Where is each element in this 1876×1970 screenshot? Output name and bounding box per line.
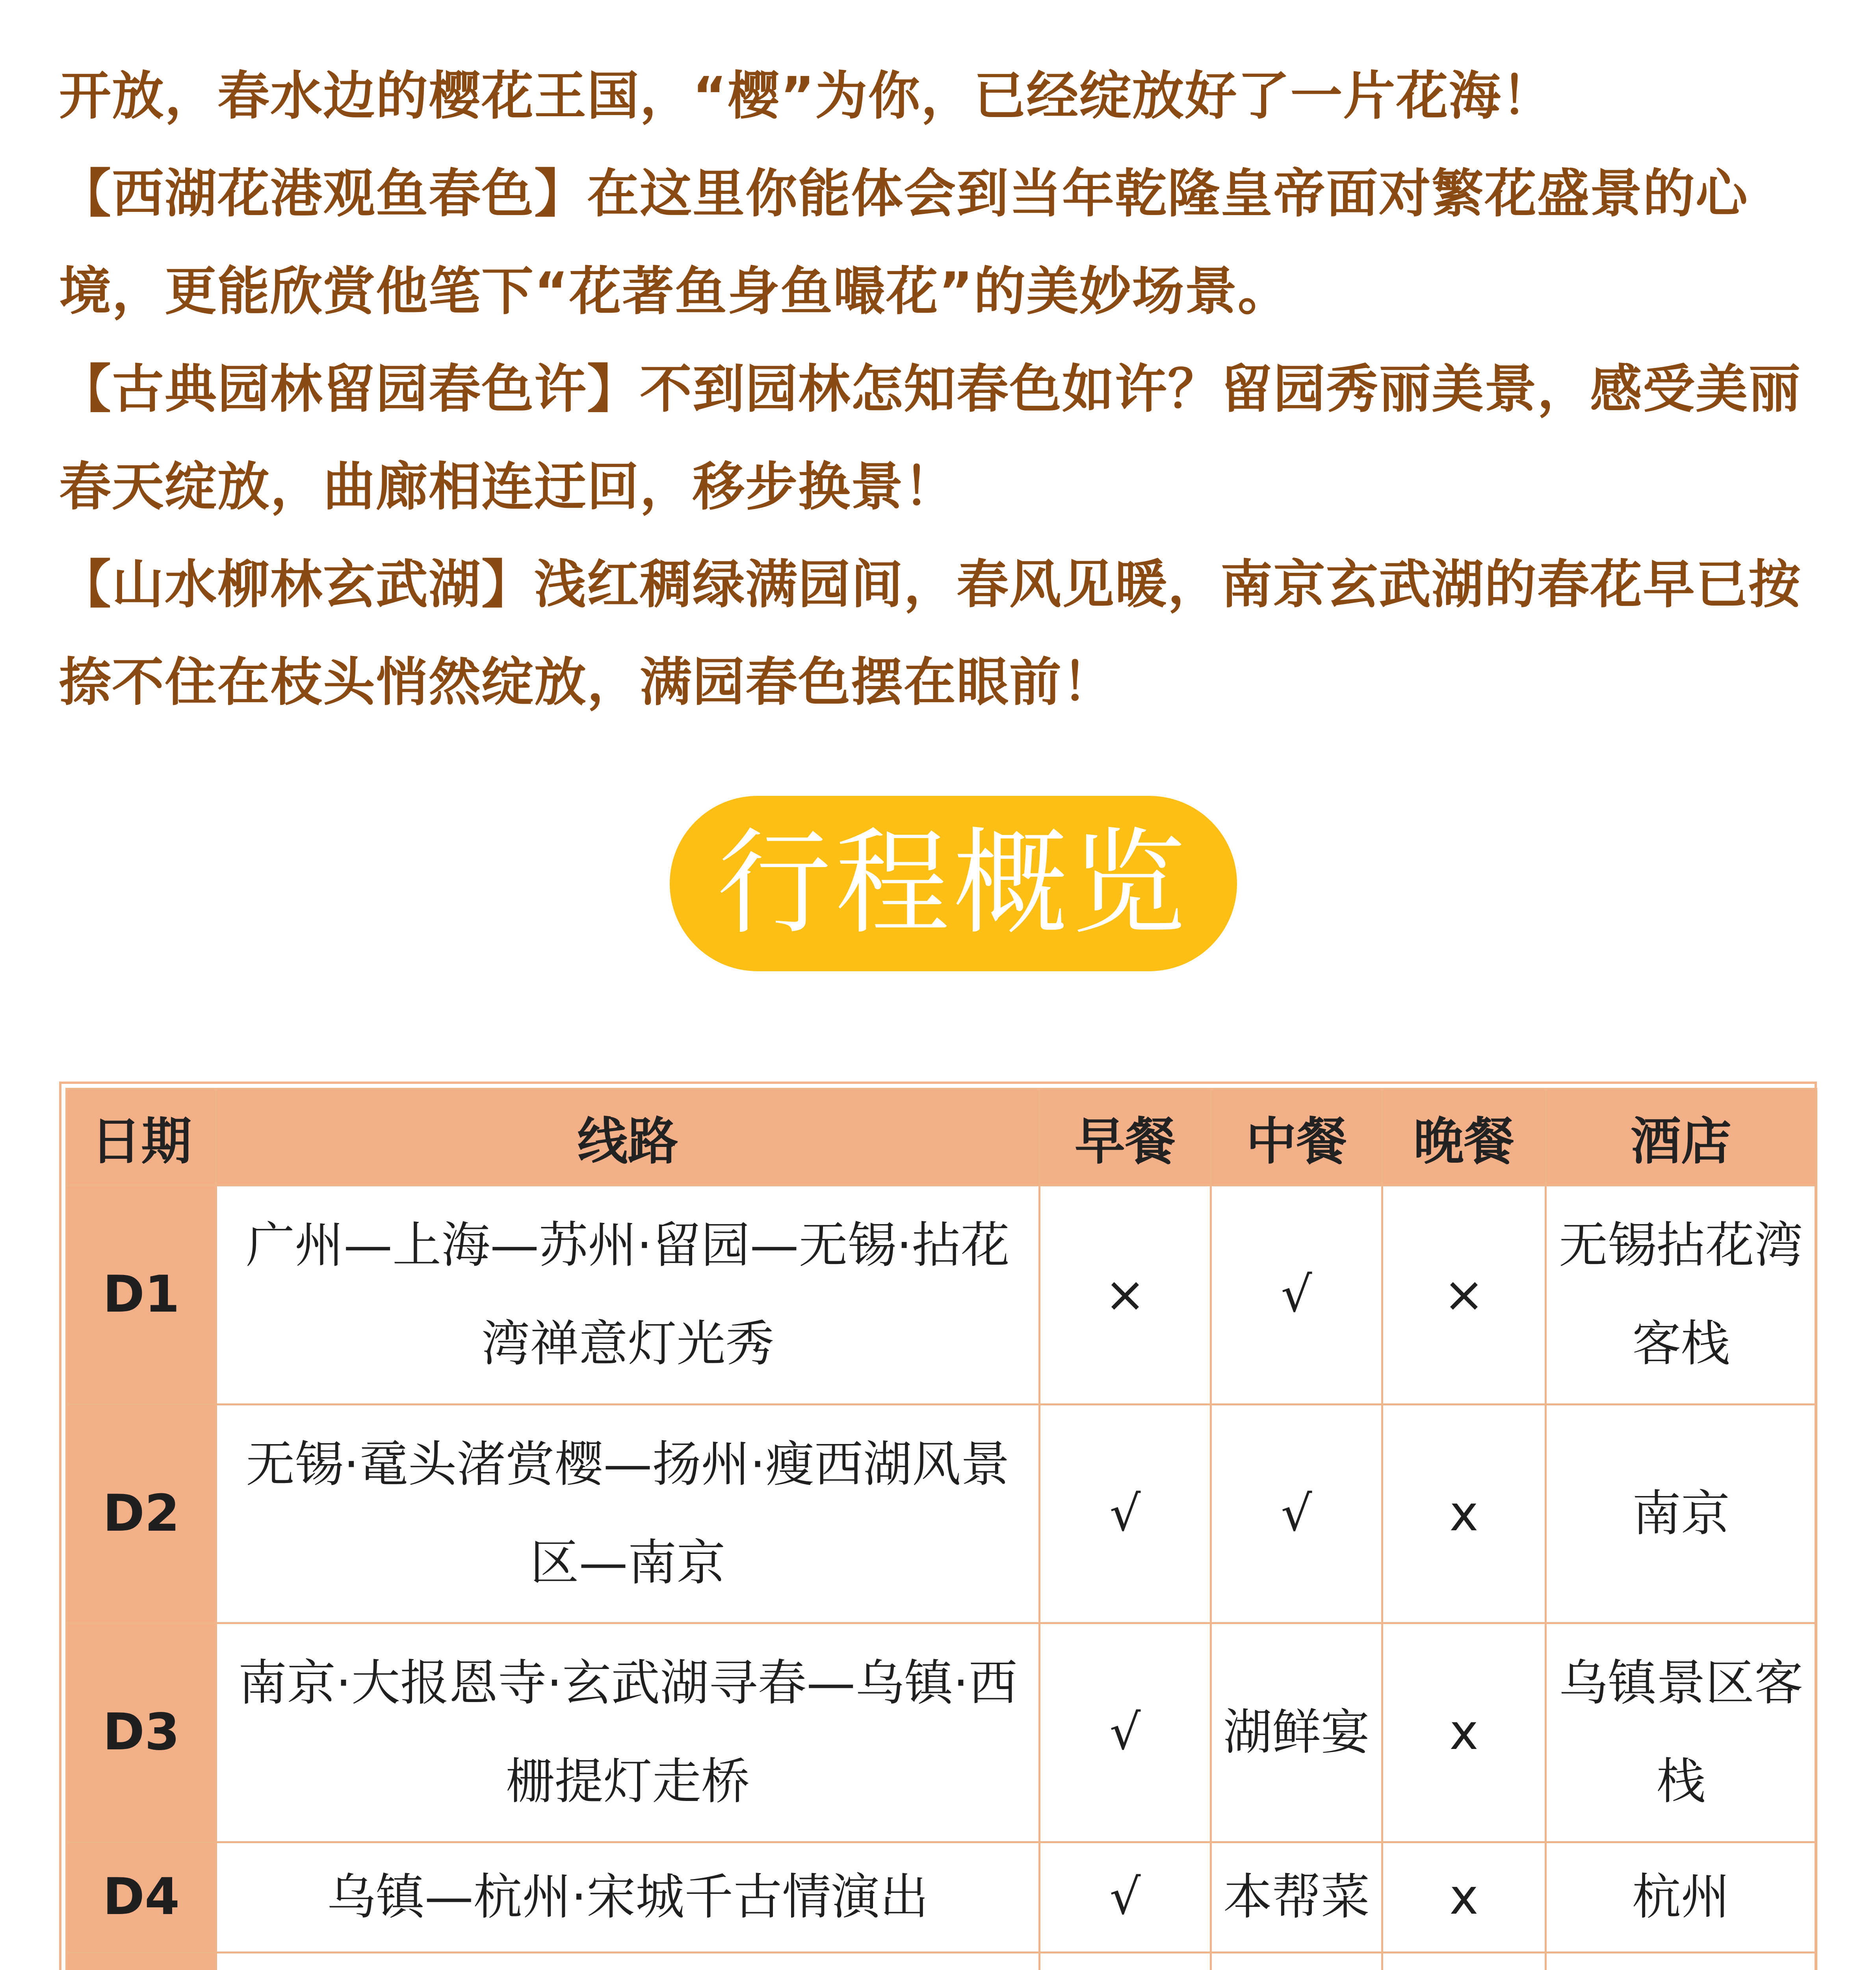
table-row	[67, 1953, 1817, 1970]
overview-title: 行程概览	[670, 796, 1237, 971]
header-dinner: 晚餐	[1382, 1089, 1546, 1186]
header-route: 线路	[216, 1089, 1040, 1186]
dinner-cell: x	[1382, 1404, 1546, 1623]
dinner-cell	[1382, 1953, 1546, 1970]
route-cell: 广州—上海—苏州·留园—无锡·拈花湾禅意灯光秀	[216, 1186, 1040, 1405]
header-breakfast: 早餐	[1040, 1089, 1211, 1186]
itinerary-table	[59, 1082, 1817, 1970]
hotel-cell: 南京	[1546, 1404, 1817, 1623]
lunch-cell: 湖鲜宴	[1211, 1623, 1382, 1842]
intro-text	[59, 47, 1824, 731]
route-cell: 乌镇—杭州·宋城千古情演出	[216, 1842, 1040, 1953]
breakfast-cell: √	[1040, 1404, 1211, 1623]
intro-paragraph: 开放，春水边的樱花王国，“樱”为你，已经绽放好了一片花海！	[59, 66, 1555, 126]
day-cell	[67, 1953, 216, 1970]
lunch-cell: √	[1211, 1186, 1382, 1405]
route-cell: 南京·大报恩寺·玄武湖寻春—乌镇·西栅提灯走桥	[216, 1623, 1040, 1842]
breakfast-cell: ×	[1040, 1186, 1211, 1405]
lunch-cell: 本帮菜	[1211, 1842, 1382, 1953]
intro-paragraph: 【西湖花港观鱼春色】在这里你能体会到当年乾隆皇帝面对繁花盛景的心境，更能欣赏他笔下“花著鱼身鱼嘬花”的美妙场景。	[59, 164, 1748, 322]
dinner-cell: x	[1382, 1842, 1546, 1953]
hotel-cell: 无锡拈花湾客栈	[1546, 1186, 1817, 1405]
hotel-cell	[1546, 1953, 1817, 1970]
day-cell: D2	[67, 1404, 216, 1623]
table-row	[67, 1623, 1817, 1842]
intro-paragraph: 【山水柳林玄武湖】浅红稠绿满园间，春风见暖，南京玄武湖的春花早已按捺不住在枝头悄然绽放，满园春色摆在眼前！	[59, 554, 1801, 713]
header-date: 日期	[67, 1089, 216, 1186]
dinner-cell: ×	[1382, 1186, 1546, 1405]
header-lunch: 中餐	[1211, 1089, 1382, 1186]
day-cell: D1	[67, 1186, 216, 1405]
route-cell	[216, 1953, 1040, 1970]
breakfast-cell: √	[1040, 1842, 1211, 1953]
hotel-cell: 乌镇景区客栈	[1546, 1623, 1817, 1842]
dinner-cell: x	[1382, 1623, 1546, 1842]
breakfast-cell: √	[1040, 1623, 1211, 1842]
day-cell: D3	[67, 1623, 216, 1842]
table-header-row	[67, 1089, 1817, 1186]
table-row	[67, 1842, 1817, 1953]
route-cell: 无锡·鼋头渚赏樱—扬州·瘦西湖风景区—南京	[216, 1404, 1040, 1623]
intro-paragraph: 【古典园林留园春色许】不到园林怎知春色如许？留园秀丽美景，感受美丽春天绽放，曲廊相连迂回，移步换景！	[59, 359, 1801, 517]
header-hotel: 酒店	[1546, 1089, 1817, 1186]
hotel-cell: 杭州	[1546, 1842, 1817, 1953]
breakfast-cell	[1040, 1953, 1211, 1970]
lunch-cell	[1211, 1953, 1382, 1970]
lunch-cell: √	[1211, 1404, 1382, 1623]
day-cell: D4	[67, 1842, 216, 1953]
table-row	[67, 1404, 1817, 1623]
table-row	[67, 1186, 1817, 1405]
